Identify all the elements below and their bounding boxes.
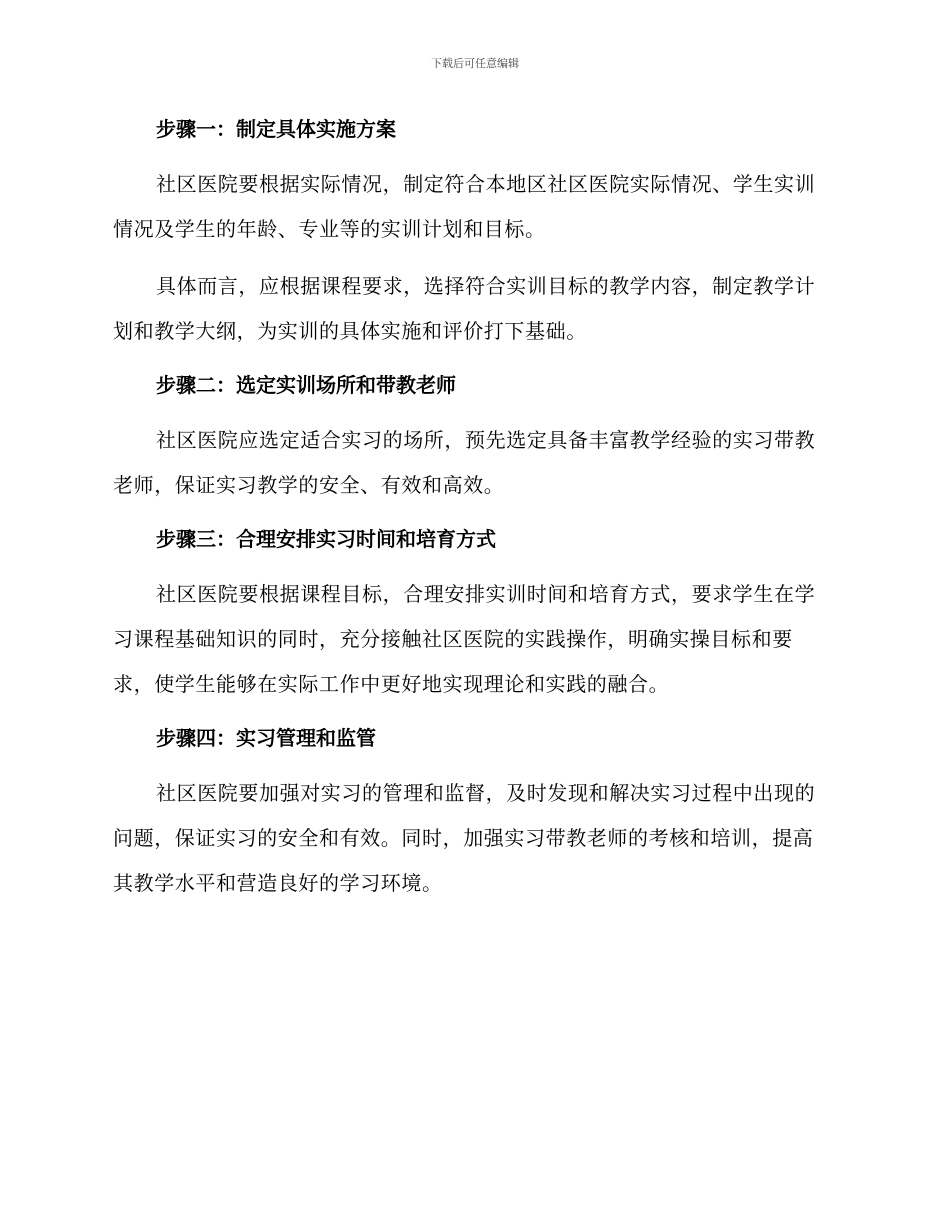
section-step-4	[113, 719, 833, 906]
section-heading: 步骤四：实习管理和监管	[156, 726, 376, 750]
section-step-3	[113, 520, 833, 719]
paragraph: 社区医院应选定适合实习的场所，预先选定具备丰富教学经验的实习带教老师，保证实习教学的安全、有效和高效。	[113, 428, 816, 497]
paragraph: 具体而言，应根据课程要求，选择符合实训目标的教学内容，制定教学计划和教学大纲，为实训的具体实施和评价打下基础。	[113, 274, 816, 343]
paragraph: 社区医院要根据实际情况，制定符合本地区社区医院实际情况、学生实训情况及学生的年龄、专业等的实训计划和目标。	[113, 172, 816, 241]
document-body	[113, 110, 833, 906]
section-heading: 步骤二：选定实训场所和带教老师	[156, 373, 456, 397]
page-header-note: 下载后可任意编辑	[431, 57, 519, 70]
section-step-2	[113, 366, 833, 520]
section-heading: 步骤三：合理安排实习时间和培育方式	[156, 527, 496, 551]
section-step-1	[113, 110, 833, 366]
paragraph: 社区医院要加强对实习的管理和监督，及时发现和解决实习过程中出现的问题，保证实习的安全和有效。同时，加强实习带教老师的考核和培训，提高其教学水平和营造良好的学习环境。	[113, 781, 816, 895]
section-heading: 步骤一：制定具体实施方案	[156, 117, 396, 141]
paragraph: 社区医院要根据课程目标，合理安排实训时间和培育方式，要求学生在学习课程基础知识的同时，充分接触社区医院的实践操作，明确实操目标和要求，使学生能够在实际工作中更好地实现理论和实践的融合。	[113, 582, 816, 696]
